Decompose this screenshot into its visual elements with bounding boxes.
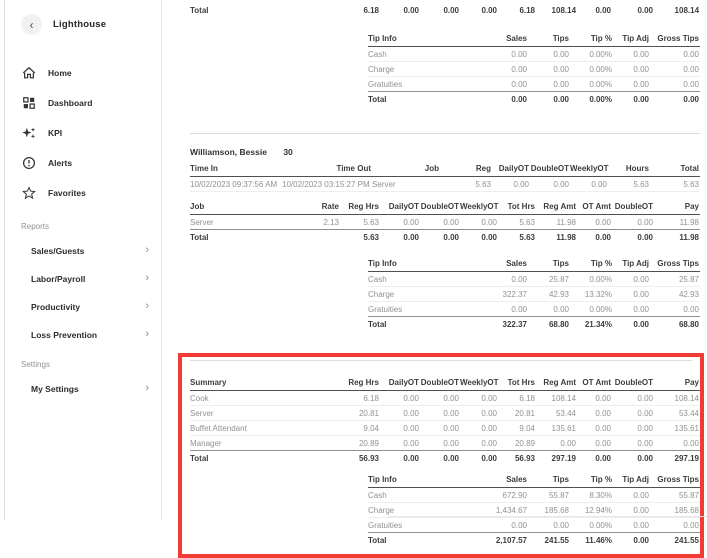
- dashboard-icon: [22, 96, 36, 110]
- table-cell: 21.34%: [584, 320, 612, 329]
- report-content: [190, 0, 700, 558]
- table-cell: 108.14: [551, 6, 577, 15]
- table-row: [190, 391, 700, 406]
- column-header: Job: [190, 199, 308, 215]
- table-cell: 25.87: [650, 272, 700, 287]
- table-cell: 0.00: [595, 6, 612, 15]
- table-cell: 322.37: [468, 287, 528, 302]
- table-cell: 0.00: [633, 95, 649, 104]
- table-cell: 11.46%: [585, 536, 612, 545]
- table-cell: 0.00: [637, 6, 654, 15]
- column-header: WeeklyOT: [460, 375, 498, 391]
- column-header: DoubleOT: [420, 199, 460, 215]
- table-cell: 0.00%: [589, 95, 612, 104]
- column-header: Sales: [468, 31, 528, 47]
- table-row: [190, 421, 700, 436]
- column-header: Gross Tips: [650, 256, 700, 272]
- sidebar-item-label: Labor/Payroll: [31, 273, 86, 284]
- table-cell: 108.14: [654, 391, 700, 406]
- table-cell: 0.00: [468, 302, 528, 317]
- table-cell: 6.18: [340, 391, 380, 406]
- table-cell: 20.81: [340, 406, 380, 421]
- column-header: Tip %: [570, 472, 613, 488]
- sidebar-item-label: Sales/Guests: [31, 245, 85, 256]
- table-cell: 56.93: [514, 454, 535, 463]
- table-cell: 0.00: [468, 77, 528, 92]
- table-cell: 0.00%: [570, 272, 613, 287]
- table-cell: 5.63: [363, 233, 379, 242]
- column-header: Sales: [468, 472, 528, 488]
- column-header: Reg Hrs: [340, 375, 380, 391]
- table-cell: 0.00: [683, 95, 699, 104]
- table-cell: Manager: [190, 436, 340, 451]
- table-row: [190, 406, 700, 421]
- sidebar-item-favorites[interactable]: [5, 186, 161, 199]
- table-cell: 0.00: [577, 391, 612, 406]
- sidebar-item-sales-guests[interactable]: [31, 244, 149, 257]
- column-header: Tip Adj: [613, 31, 650, 47]
- sidebar: [5, 0, 162, 520]
- table-cell: 0.00: [650, 77, 700, 92]
- kpi-sparkle-icon: [22, 126, 36, 140]
- sidebar-item-home[interactable]: [5, 66, 161, 79]
- column-header: Tot Hrs: [498, 199, 536, 215]
- settings-section-label: Settings: [21, 360, 50, 369]
- alert-circle-icon: [22, 156, 36, 170]
- table-cell: 53.44: [654, 406, 700, 421]
- table-cell: Charge: [368, 287, 468, 302]
- table-cell: Total: [368, 320, 387, 329]
- table-cell: 0.00: [528, 62, 570, 77]
- table-cell: 297.19: [551, 454, 576, 463]
- job-total-row: [190, 3, 700, 17]
- table-cell: Server: [372, 177, 440, 192]
- table-cell: 0.00: [511, 95, 527, 104]
- table-cell: 0.00: [595, 454, 611, 463]
- sidebar-item-label: Dashboard: [48, 97, 93, 108]
- column-header: Sales: [468, 256, 528, 272]
- chevron-right-icon: ›: [145, 244, 149, 256]
- chevron-right-icon: ›: [145, 272, 149, 284]
- column-header: Tip %: [570, 31, 613, 47]
- table-cell: 11.98: [536, 215, 577, 230]
- table-cell: 241.55: [674, 536, 699, 545]
- table-cell: 0.00%: [570, 47, 613, 62]
- table-cell: Server: [190, 406, 340, 421]
- table-cell: 0.00: [420, 391, 460, 406]
- tip-info-header-row: [368, 472, 700, 488]
- column-header: Reg Hrs: [340, 199, 380, 215]
- table-cell: 2,107.57: [495, 536, 527, 545]
- table-cell: 0.00: [460, 215, 498, 230]
- table-cell: 0.00: [536, 436, 577, 451]
- table-cell: 0.00: [420, 421, 460, 436]
- table-cell: 0.00: [380, 421, 420, 436]
- table-cell: 0.00: [570, 177, 608, 192]
- table-cell: 20.81: [498, 406, 536, 421]
- table-cell: 0.00: [577, 215, 612, 230]
- table-cell: 11.98: [679, 233, 699, 242]
- column-header: Hours: [608, 161, 650, 177]
- table-cell: Gratuities: [368, 302, 468, 317]
- table-cell: 0.00: [613, 503, 650, 518]
- table-cell: 0.00: [403, 233, 419, 242]
- table-cell: 0.00: [481, 454, 497, 463]
- table-cell: 0.00: [481, 6, 498, 15]
- table-cell: 0.00: [481, 233, 497, 242]
- table-cell: 108.14: [536, 391, 577, 406]
- column-header: Total: [650, 161, 700, 177]
- table-cell: 68.80: [548, 320, 569, 329]
- table-cell: 2.13: [308, 215, 340, 230]
- table-cell: Server: [190, 215, 308, 230]
- sidebar-item-label: Home: [48, 67, 72, 78]
- table-cell: 241.55: [544, 536, 569, 545]
- table-cell: 20.89: [498, 436, 536, 451]
- table-cell: Total: [190, 454, 209, 463]
- table-row: [368, 62, 700, 77]
- table-cell: 0.00: [528, 518, 570, 533]
- column-header: DoubleOT: [612, 375, 654, 391]
- sidebar-brand: [21, 14, 161, 35]
- table-cell: 322.37: [502, 320, 527, 329]
- table-cell: 0.00: [613, 518, 650, 533]
- sidebar-item-alerts[interactable]: [5, 156, 161, 169]
- table-cell: 0.00%: [570, 77, 613, 92]
- column-header: Tips: [528, 472, 570, 488]
- column-header: Tot Hrs: [498, 375, 536, 391]
- table-cell: Total: [190, 6, 209, 15]
- table-cell: 108.14: [674, 6, 700, 15]
- table-cell: 13.32%: [570, 287, 613, 302]
- sidebar-item-productivity[interactable]: [31, 300, 149, 313]
- job-total-row: [190, 230, 700, 245]
- table-cell: 672.90: [468, 488, 528, 503]
- table-cell: 0.00: [633, 320, 649, 329]
- column-header: Tip Adj: [613, 472, 650, 488]
- table-cell: 5.63: [340, 215, 380, 230]
- chevron-right-icon: ›: [145, 382, 149, 394]
- employee-name: Williamson, Bessie: [190, 147, 267, 157]
- sidebar-nav: [5, 66, 161, 199]
- column-header: Tip Info: [368, 31, 468, 47]
- table-cell: 297.19: [674, 454, 699, 463]
- table-cell: 9.04: [498, 421, 536, 436]
- table-cell: 0.00: [468, 62, 528, 77]
- time-header-row: [190, 161, 700, 177]
- table-cell: 0.00: [613, 62, 650, 77]
- column-header: Gross Tips: [650, 472, 700, 488]
- table-cell: Charge: [368, 503, 468, 518]
- tip-info-table: [368, 31, 700, 106]
- table-cell: 0.00: [420, 406, 460, 421]
- tip-total-row: [368, 92, 700, 107]
- table-cell: Cash: [368, 488, 468, 503]
- table-cell: 0.00%: [570, 62, 613, 77]
- table-cell: 6.18: [363, 6, 380, 15]
- column-header: WeeklyOT: [570, 161, 608, 177]
- column-header: Time In: [190, 161, 282, 177]
- table-cell: 0.00: [553, 95, 569, 104]
- sidebar-item-label: Loss Prevention: [31, 329, 98, 340]
- column-header: Gross Tips: [650, 31, 700, 47]
- back-chevron-icon: ‹: [29, 17, 34, 32]
- table-cell: 56.93: [358, 454, 379, 463]
- column-header: Job: [372, 161, 440, 177]
- time-table: [190, 161, 700, 192]
- table-cell: 0.00: [460, 391, 498, 406]
- table-cell: 0.00: [380, 215, 420, 230]
- table-cell: 185.68: [528, 503, 570, 518]
- tip-info-header-row: [368, 256, 700, 272]
- column-header: DoubleOT: [530, 161, 570, 177]
- table-cell: 9.04: [340, 421, 380, 436]
- table-cell: 11.98: [654, 215, 700, 230]
- column-header: Tips: [528, 256, 570, 272]
- column-header: DailyOT: [380, 199, 420, 215]
- table-row: [368, 488, 700, 503]
- column-header: Tip %: [570, 256, 613, 272]
- table-cell: 0.00: [530, 177, 570, 192]
- table-cell: 20.89: [340, 436, 380, 451]
- table-cell: 0.00: [443, 233, 459, 242]
- summary-highlight-box: [178, 353, 704, 558]
- chevron-right-icon: ›: [145, 300, 149, 312]
- table-cell: 0.00: [443, 454, 459, 463]
- table-cell: 0.00: [612, 436, 654, 451]
- table-cell: 0.00: [380, 406, 420, 421]
- table-cell: 135.61: [536, 421, 577, 436]
- column-header: DoubleOT: [612, 199, 654, 215]
- table-cell: 68.80: [678, 320, 699, 329]
- column-header: WeeklyOT: [460, 199, 498, 215]
- tip-total-row: [368, 533, 700, 548]
- chevron-right-icon: ›: [145, 328, 149, 340]
- table-cell: 6.18: [498, 391, 536, 406]
- table-cell: 0.00%: [570, 518, 613, 533]
- employee-number: 30: [283, 147, 293, 157]
- table-cell: 0.00: [612, 391, 654, 406]
- table-cell: 0.00: [613, 47, 650, 62]
- column-header: Tip Adj: [613, 256, 650, 272]
- summary-header-row: [190, 375, 700, 391]
- sidebar-item-label: My Settings: [31, 383, 79, 394]
- column-header: DailyOT: [380, 375, 420, 391]
- sidebar-item-label: Alerts: [48, 157, 73, 168]
- table-row: [368, 272, 700, 287]
- table-cell: 135.61: [654, 421, 700, 436]
- column-header: Tips: [528, 31, 570, 47]
- table-cell: Buffet Attendant: [190, 421, 340, 436]
- column-header: OT Amt: [577, 199, 612, 215]
- column-header: Pay: [654, 199, 700, 215]
- column-header: Summary: [190, 375, 340, 391]
- table-cell: 0.00: [613, 272, 650, 287]
- table-cell: 0.00: [460, 406, 498, 421]
- table-cell: Charge: [368, 62, 468, 77]
- job-table: [190, 199, 700, 244]
- column-header: Tip Info: [368, 472, 468, 488]
- table-cell: 0.00: [637, 233, 653, 242]
- job-header-row: [190, 199, 700, 215]
- table-row: [190, 177, 700, 192]
- table-cell: 0.00: [612, 406, 654, 421]
- table-cell: 0.00: [380, 436, 420, 451]
- previous-job-total-table: [190, 3, 700, 17]
- summary-total-row: [190, 451, 700, 466]
- section-divider: [190, 360, 692, 361]
- section-divider: [190, 133, 700, 134]
- table-cell: 0.00: [650, 302, 700, 317]
- column-header: Time Out: [282, 161, 372, 177]
- sidebar-item-dashboard[interactable]: [5, 96, 161, 109]
- table-cell: 0.00: [613, 287, 650, 302]
- table-cell: 0.00: [403, 6, 420, 15]
- table-cell: 0.00: [612, 421, 654, 436]
- table-row: [368, 518, 700, 533]
- table-cell: 5.63: [440, 177, 492, 192]
- table-cell: 0.00: [443, 6, 460, 15]
- collapse-sidebar-button[interactable]: [21, 14, 42, 35]
- table-cell: 0.00: [612, 215, 654, 230]
- summary-table: [190, 375, 700, 465]
- table-cell: 0.00: [637, 454, 653, 463]
- tip-info-header-row: [368, 31, 700, 47]
- column-header: Rate: [308, 199, 340, 215]
- table-row: [368, 287, 700, 302]
- table-cell: 0.00: [528, 47, 570, 62]
- table-cell: 5.63: [498, 215, 536, 230]
- tip-total-row: [368, 317, 700, 332]
- table-cell: Cash: [368, 272, 468, 287]
- table-row: [190, 436, 700, 451]
- table-cell: 10/02/2023 03:15:27 PM: [282, 177, 372, 192]
- table-cell: 11.98: [556, 233, 576, 242]
- sidebar-item-kpi[interactable]: [5, 126, 161, 139]
- sidebar-item-label: KPI: [48, 127, 63, 138]
- table-cell: 0.00: [492, 177, 530, 192]
- table-cell: 42.93: [528, 287, 570, 302]
- reports-section-label: Reports: [21, 222, 50, 231]
- table-cell: 10/02/2023 09:37:56 AM: [190, 177, 282, 192]
- table-cell: 185.68: [650, 503, 700, 518]
- table-cell: 0.00: [577, 436, 612, 451]
- table-cell: 5.63: [608, 177, 650, 192]
- sidebar-item-label: Productivity: [31, 301, 81, 312]
- table-cell: Total: [368, 536, 387, 545]
- table-cell: 5.63: [650, 177, 700, 192]
- table-row: [368, 77, 700, 92]
- table-cell: 0.00: [528, 77, 570, 92]
- bottom-divider: [388, 516, 707, 517]
- table-cell: Cash: [368, 47, 468, 62]
- table-cell: 0.00: [633, 536, 649, 545]
- table-cell: 0.00: [613, 77, 650, 92]
- sidebar-item-my-settings[interactable]: [31, 382, 149, 395]
- table-cell: 0.00: [528, 302, 570, 317]
- table-row: [368, 47, 700, 62]
- table-cell: 0.00: [460, 436, 498, 451]
- table-cell: Total: [190, 233, 209, 242]
- table-cell: 0.00: [468, 47, 528, 62]
- table-cell: 6.18: [519, 6, 536, 15]
- table-cell: 53.44: [536, 406, 577, 421]
- table-cell: 0.00: [577, 406, 612, 421]
- app-title: Lighthouse: [53, 19, 107, 30]
- column-header: DoubleOT: [420, 375, 460, 391]
- column-header: Reg Amt: [536, 199, 577, 215]
- table-cell: Gratuities: [368, 518, 468, 533]
- table-cell: 0.00: [613, 488, 650, 503]
- tip-info-table: [368, 472, 700, 547]
- column-header: DailyOT: [492, 161, 530, 177]
- table-cell: Gratuities: [368, 77, 468, 92]
- table-cell: 25.87: [528, 272, 570, 287]
- table-cell: 0.00: [650, 47, 700, 62]
- table-cell: 0.00: [468, 518, 528, 533]
- table-cell: 0.00: [577, 421, 612, 436]
- tip-info-table: [368, 256, 700, 331]
- table-cell: Total: [368, 95, 387, 104]
- table-cell: 0.00: [613, 302, 650, 317]
- table-cell: Cook: [190, 391, 340, 406]
- table-cell: 42.93: [650, 287, 700, 302]
- table-cell: 0.00: [650, 518, 700, 533]
- table-cell: 0.00: [403, 454, 419, 463]
- table-cell: 0.00: [468, 272, 528, 287]
- table-cell: 12.94%: [570, 503, 613, 518]
- table-cell: 5.63: [519, 233, 535, 242]
- column-header: OT Amt: [577, 375, 612, 391]
- table-row: [368, 302, 700, 317]
- sidebar-item-labor-payroll[interactable]: [31, 272, 149, 285]
- column-header: Reg Amt: [536, 375, 577, 391]
- table-cell: 0.00: [420, 436, 460, 451]
- home-icon: [22, 66, 36, 80]
- table-cell: 0.00: [654, 436, 700, 451]
- employee-header: [190, 147, 700, 157]
- table-cell: 0.00: [420, 215, 460, 230]
- table-cell: 55.87: [528, 488, 570, 503]
- table-row: [190, 215, 700, 230]
- table-cell: 0.00: [460, 421, 498, 436]
- star-icon: [22, 186, 36, 200]
- column-header: Reg: [440, 161, 492, 177]
- table-cell: 0.00: [650, 62, 700, 77]
- sidebar-item-label: Favorites: [48, 187, 86, 198]
- table-cell: 0.00: [595, 233, 611, 242]
- column-header: Pay: [654, 375, 700, 391]
- table-cell: 1,434.67: [468, 503, 528, 518]
- sidebar-item-loss-prevention[interactable]: [31, 328, 149, 341]
- table-cell: 8.30%: [570, 488, 613, 503]
- table-cell: 55.87: [650, 488, 700, 503]
- column-header: Tip Info: [368, 256, 468, 272]
- table-cell: 0.00: [380, 391, 420, 406]
- table-cell: 0.00%: [570, 302, 613, 317]
